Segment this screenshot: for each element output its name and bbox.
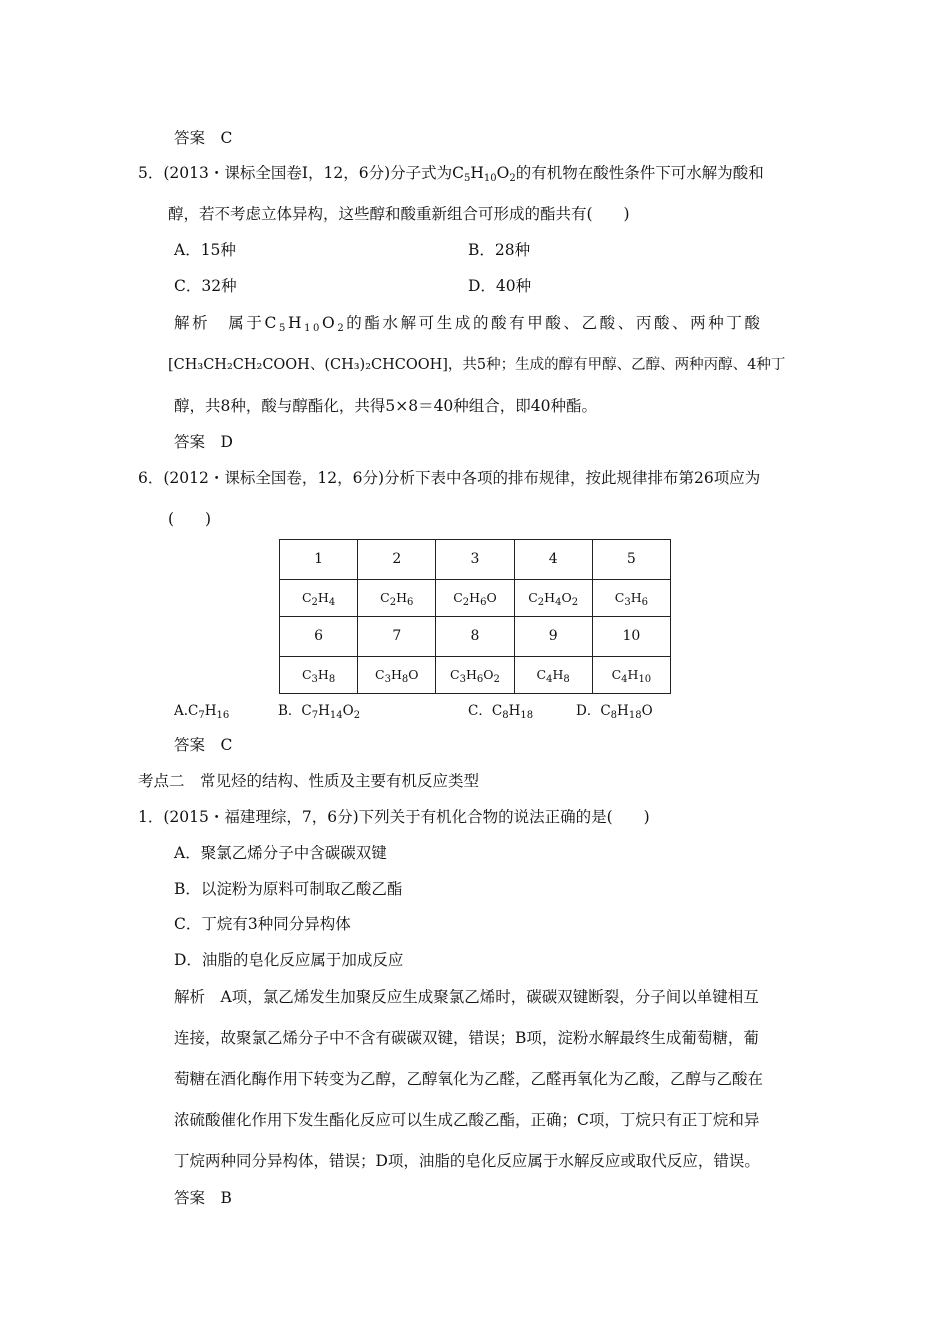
q6-stem-line2: ( ) — [168, 510, 212, 528]
q5-analysis-line3: 醇，共8种，酸与醇酯化，共得5×8＝40种组合，即40种酯。 — [174, 397, 598, 415]
table-cell-formula: $C_3H_6O_2$ — [436, 656, 514, 693]
q5-stem-part1: 5．(2013・课标全国卷Ⅰ，12，6分)分子式为C — [138, 164, 464, 182]
q1-option-c: C．丁烷有3种同分异构体 — [174, 915, 351, 933]
q1-option-d: D．油脂的皂化反应属于加成反应 — [174, 951, 404, 969]
q6-answer: 答案 C — [174, 736, 233, 754]
table-cell: 9 — [514, 616, 592, 656]
q5-answer: 答案 D — [174, 433, 233, 451]
table-cell-formula: $C_2H_6$ — [358, 579, 436, 616]
q1-analysis-line2: 连接，故聚氯乙烯分子中不含有碳碳双键，错误；B项，淀粉水解最终生成葡萄糖，葡 — [174, 1029, 759, 1047]
q6-option-d: D．$C_8H_{18}O$ — [576, 703, 653, 721]
q6-option-c-prefix: C． — [468, 703, 492, 719]
q6-formula-table — [279, 539, 671, 694]
q5-stem-part2: 的有机物在酸性条件下可水解为酸和 — [515, 164, 764, 182]
q6-option-c: C．$C_8H_{18}$ — [468, 703, 534, 721]
q1-stem: 1．(2015・福建理综，7，6分)下列关于有机化合物的说法正确的是( ) — [138, 808, 650, 826]
table-cell: 6 — [280, 616, 358, 656]
q5-analysis-part2: 的酯水解可生成的酸有甲酸、乙酸、丙酸、两种丁酸 — [346, 314, 763, 332]
table-cell-formula: $C_4H_{10}$ — [592, 656, 670, 693]
table-cell: 7 — [358, 616, 436, 656]
q1-option-b: B．以淀粉为原料可制取乙酸乙酯 — [174, 880, 403, 898]
q1-analysis-line5: 丁烷两种同分异构体，错误；D项，油脂的皂化反应属于水解反应或取代反应，错误。 — [174, 1152, 760, 1170]
q5-stem-line2: 醇，若不考虑立体异构，这些醇和酸重新组合可形成的酯共有( ) — [168, 205, 630, 223]
table-cell-formula: $C_4H_8$ — [514, 656, 592, 693]
table-cell-formula: $C_2H_6O$ — [436, 579, 514, 616]
table-cell-formula: $C_3H_8O$ — [358, 656, 436, 693]
q6-option-a: $A.C_7H_{16}$ — [174, 703, 230, 721]
table-cell: 5 — [592, 540, 670, 580]
section-title: 考点二 常见烃的结构、性质及主要有机反应类型 — [138, 772, 480, 790]
q1-answer: 答案 B — [174, 1189, 232, 1207]
q5-option-c: C．32种 — [174, 277, 237, 295]
table-cell-formula: $C_3H_6$ — [592, 579, 670, 616]
table-cell: 1 — [280, 540, 358, 580]
table-cell: 10 — [592, 616, 670, 656]
table-cell-formula: $C_2H_4$ — [280, 579, 358, 616]
q6-option-b-prefix: B． — [278, 703, 302, 719]
q1-option-a: A．聚氯乙烯分子中含碳碳双键 — [174, 844, 387, 862]
table-cell: 2 — [358, 540, 436, 580]
q6-option-d-prefix: D． — [576, 703, 601, 719]
q5-option-a: A．15种 — [174, 241, 236, 259]
table-cell: 3 — [436, 540, 514, 580]
q5-stem-line1: 5．(2013・课标全国卷Ⅰ，12，6分)分子式为$C_5H_{10}O_2$的有机物在酸性条件下可水解为酸和 — [138, 164, 764, 184]
q1-analysis-line1: 解析 A项，氯乙烯发生加聚反应生成聚氯乙烯时，碳碳双键断裂，分子间以单键相互 — [174, 988, 759, 1006]
q6-stem-line1: 6．(2012・课标全国卷，12，6分)分析下表中各项的排布规律，按此规律排布第26项应为 — [138, 469, 761, 487]
q1-analysis-line3: 萄糖在酒化酶作用下转变为乙醇，乙醇氧化为乙醛，乙醛再氧化为乙酸，乙醇与乙酸在 — [174, 1070, 764, 1088]
q5-analysis-part1: 解析 属于C — [174, 314, 279, 332]
table-cell-formula: $C_3H_8$ — [280, 656, 358, 693]
q4-answer: 答案 C — [174, 129, 233, 147]
table-cell: 8 — [436, 616, 514, 656]
q5-option-b: B．28种 — [468, 241, 531, 259]
q6-option-a-prefix: A. — [174, 703, 189, 719]
q5-analysis-line2: [CH₃CH₂CH₂COOH、(CH₃)₂CHCOOH]，共5种；生成的醇有甲醇、乙醇、两种丙醇、4种丁 — [168, 357, 786, 373]
table-cell: 4 — [514, 540, 592, 580]
q1-analysis-line4: 浓硫酸催化作用下发生酯化反应可以生成乙酸乙酯，正确；C项，丁烷只有正丁烷和异 — [174, 1111, 760, 1129]
q6-option-b: B．$C_7H_{14}O_2$ — [278, 703, 361, 721]
table-cell-formula: $C_2H_4O_2$ — [514, 579, 592, 616]
q5-analysis-line1: 解析 属于$C_5H_{10}O_2$的酯水解可生成的酸有甲酸、乙酸、丙酸、两种丁酸 — [174, 314, 763, 334]
q5-option-d: D．40种 — [468, 277, 532, 295]
